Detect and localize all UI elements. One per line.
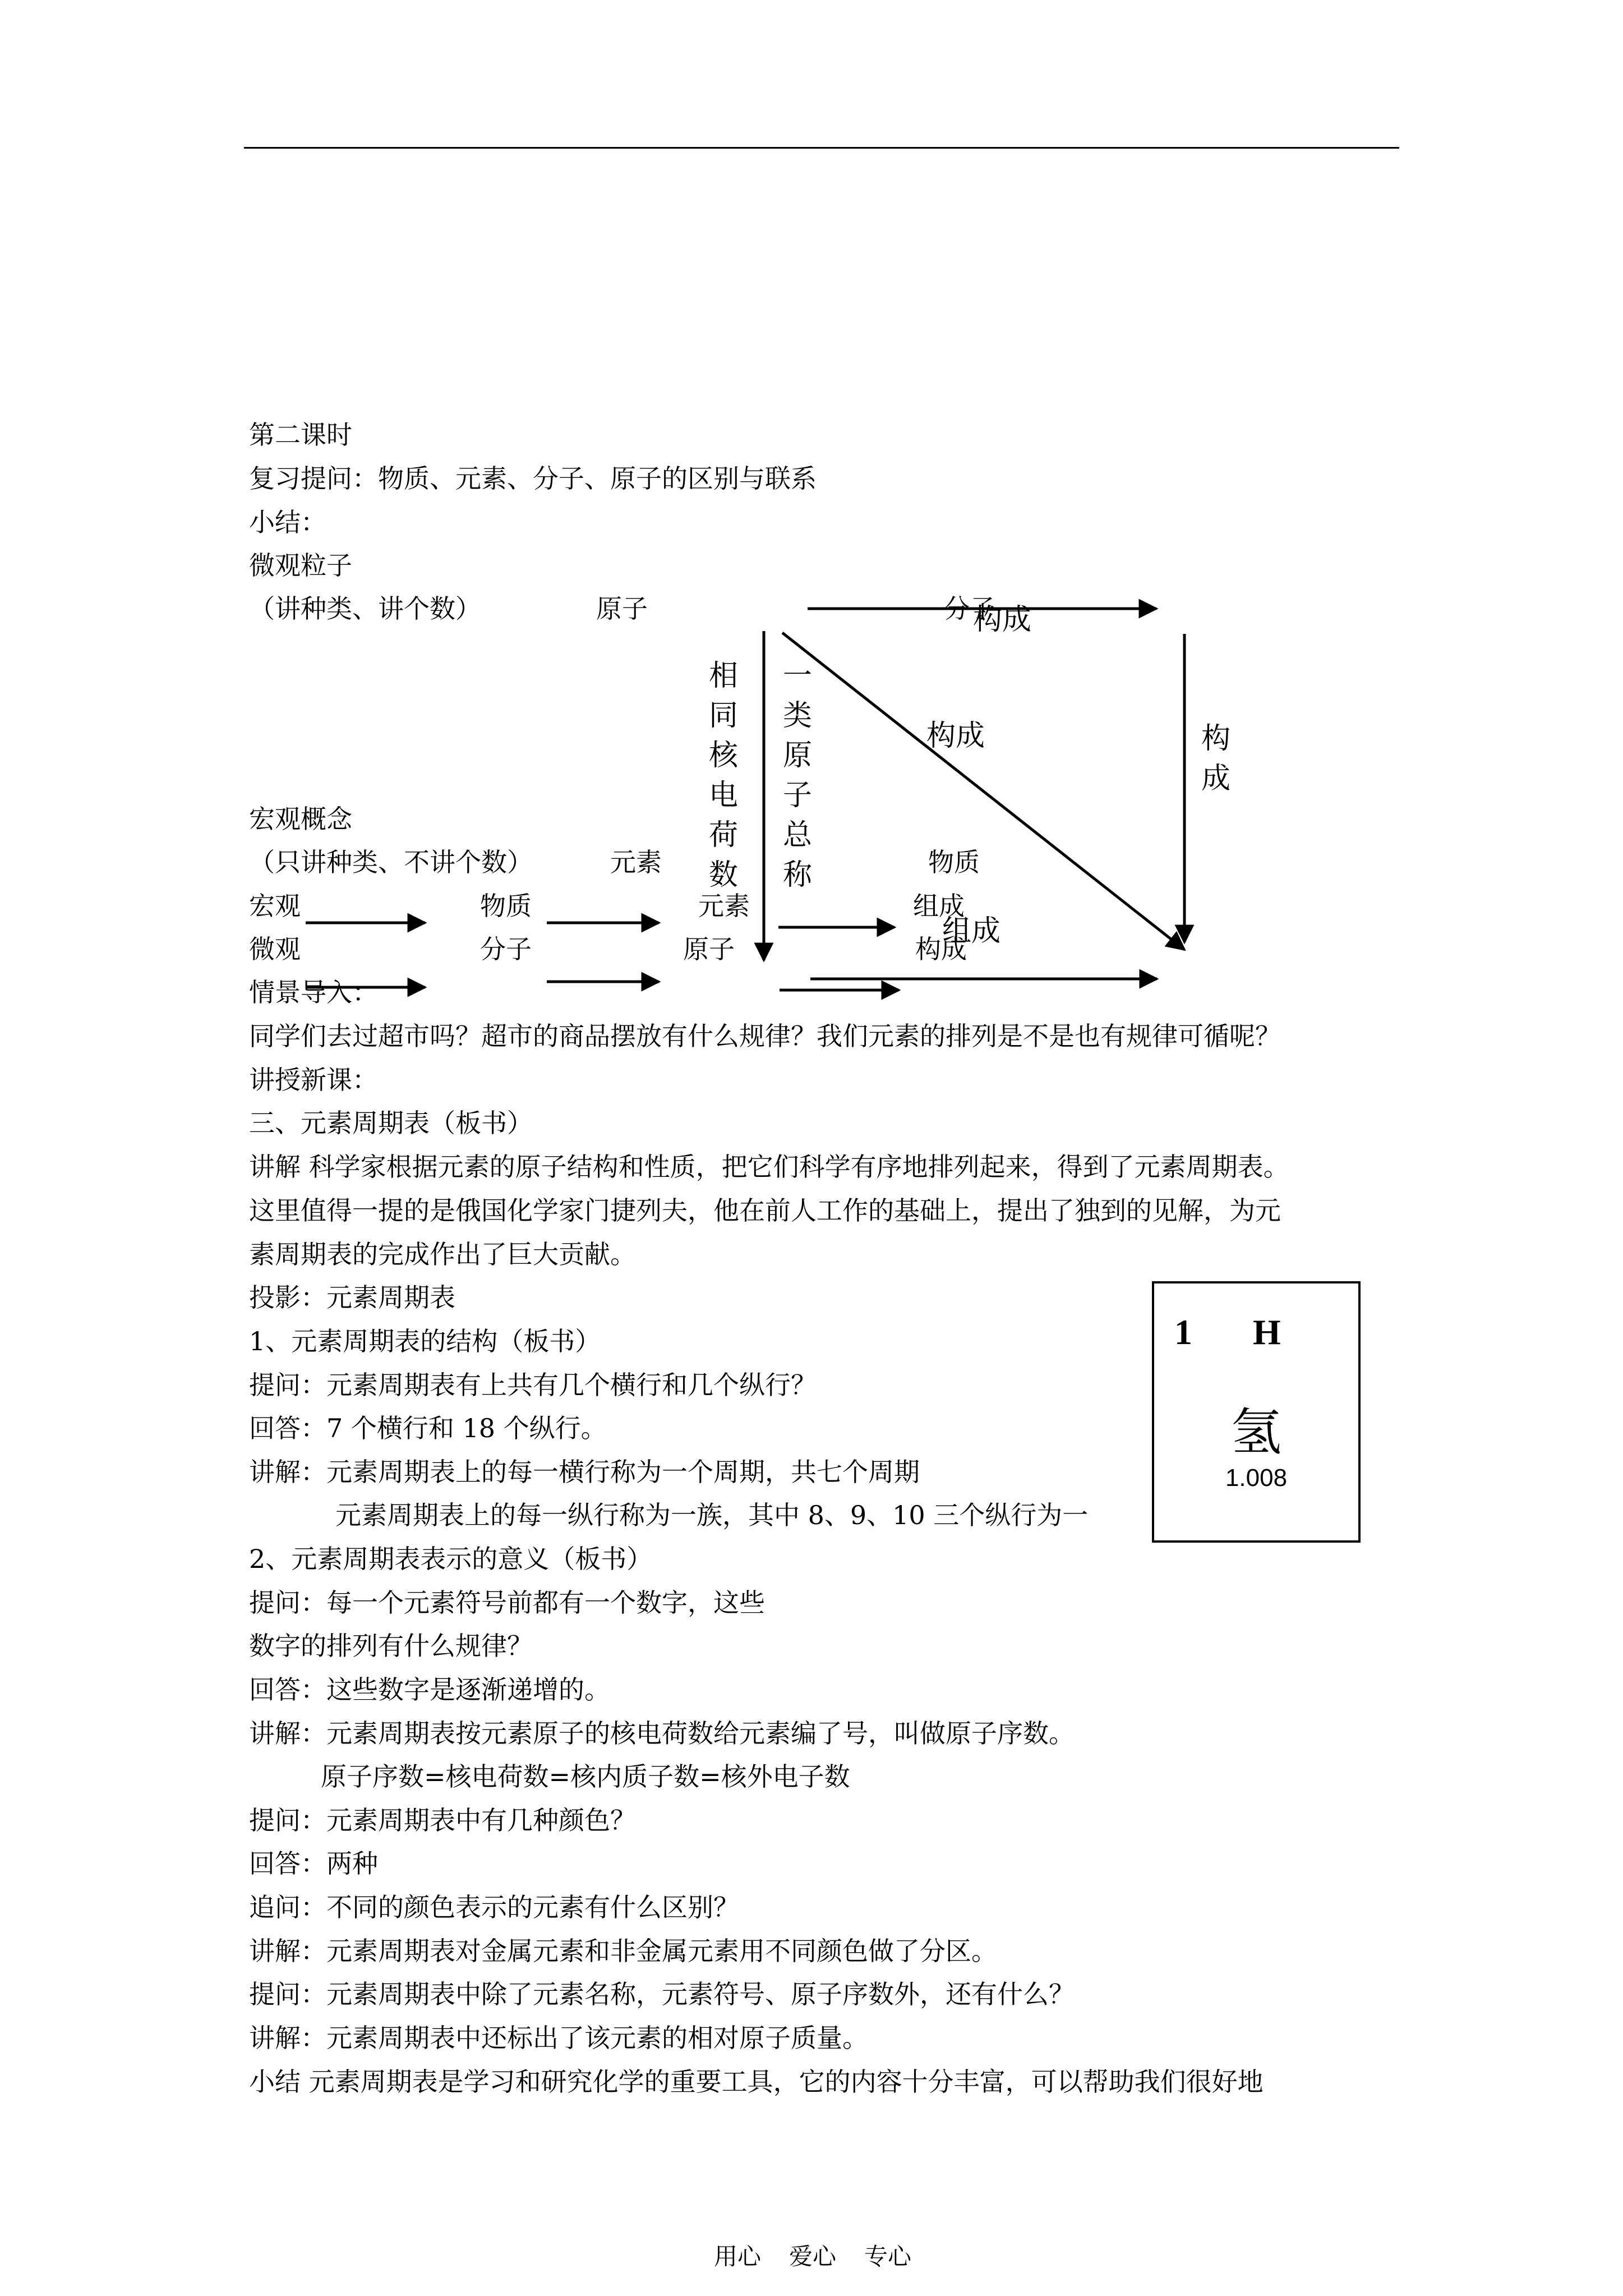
vertical-char: 荷 bbox=[708, 818, 738, 852]
vertical-char: 同 bbox=[708, 699, 738, 733]
header-rule bbox=[244, 147, 1399, 149]
element-atomic-mass: 1.008 bbox=[1225, 1464, 1288, 1492]
vertical-char: 核 bbox=[708, 739, 738, 772]
subsection-1: 1、元素周期表的结构（板书） bbox=[249, 1326, 601, 1356]
formula-line: 原子序数=核电荷数=核内质子数=核外电子数 bbox=[321, 1761, 850, 1792]
vertical-char: 称 bbox=[782, 858, 812, 892]
paragraph-1: 讲解 科学家根据元素的原子结构和性质，把它们科学有序地排列起来，得到了元素周期表。 bbox=[249, 1152, 1289, 1182]
row-micro-name: 微观 bbox=[249, 934, 301, 964]
review-question: 复习提问：物质、元素、分子、原子的区别与联系 bbox=[249, 463, 817, 494]
arrow-atom-to-substance bbox=[782, 633, 1184, 950]
subsection-2: 2、元素周期表表示的意义（板书） bbox=[249, 1544, 653, 1574]
explain-2: 讲解：元素周期表按元素原子的核电荷数给元素编了号，叫做原子序数。 bbox=[249, 1718, 1075, 1749]
explain-3: 讲解：元素周期表对金属元素和非金属元素用不同颜色做了分区。 bbox=[249, 1936, 997, 1966]
element-atomic-number: 1 bbox=[1174, 1312, 1192, 1352]
row-macro-name: 宏观 bbox=[249, 891, 301, 921]
intro-label: 情景导入： bbox=[249, 977, 378, 1007]
vertical-label-nuclear-charge bbox=[707, 656, 740, 895]
diagram-molecule: 分子 bbox=[944, 593, 995, 624]
vertical-char: 子 bbox=[782, 779, 812, 812]
element-name: 氢 bbox=[1231, 1403, 1281, 1462]
row-macro-c: 组成 bbox=[913, 891, 965, 921]
vertical-char: 成 bbox=[1201, 762, 1230, 795]
lesson-label: 讲授新课： bbox=[249, 1065, 378, 1095]
vertical-char: 数 bbox=[708, 858, 738, 892]
footer-item: 爱心 bbox=[789, 2243, 837, 2270]
paragraph-3: 素周期表的完成作出了巨大贡献。 bbox=[249, 1239, 636, 1269]
question-1: 提问：元素周期表有上共有几个横行和几个纵行？ bbox=[249, 1370, 817, 1400]
question-2b: 数字的排列有什么规律？ bbox=[249, 1631, 533, 1661]
projection-line: 投影：元素周期表 bbox=[249, 1282, 455, 1313]
explain-1b: 元素周期表上的每一纵行称为一族，其中 8、9、10 三个纵行为一 bbox=[335, 1500, 1089, 1530]
diagram-top-label: 构成 bbox=[973, 603, 1032, 637]
row-macro-b: 元素 bbox=[698, 891, 750, 921]
footer-item: 用心 bbox=[714, 2243, 762, 2270]
vertical-char: 相 bbox=[708, 659, 738, 693]
lesson-heading: 第二课时 bbox=[249, 420, 352, 450]
vertical-label-atom-class bbox=[781, 656, 814, 895]
element-card-hydrogen bbox=[1152, 1281, 1361, 1543]
section-title: 三、元素周期表（板书） bbox=[249, 1108, 533, 1138]
vertical-char: 类 bbox=[782, 699, 812, 733]
answer-3: 回答：两种 bbox=[249, 1848, 378, 1879]
diagram-substance: 物质 bbox=[928, 847, 980, 877]
explain-4: 讲解：元素周期表中还标出了该元素的相对原子质量。 bbox=[249, 2023, 868, 2053]
summary-line: 小结 元素周期表是学习和研究化学的重要工具，它的内容十分丰富，可以帮助我们很好地 bbox=[249, 2067, 1264, 2097]
row-micro-a: 分子 bbox=[480, 934, 532, 964]
answer-1: 回答：7 个横行和 18 个纵行。 bbox=[249, 1413, 607, 1443]
page-footer bbox=[714, 2238, 939, 2272]
summary-label: 小结： bbox=[249, 507, 326, 537]
vertical-label-far-right bbox=[1199, 719, 1233, 799]
vertical-char: 原 bbox=[782, 739, 812, 772]
row-macro-a: 物质 bbox=[480, 891, 532, 921]
vertical-char: 构 bbox=[1201, 722, 1230, 756]
element-symbol: H bbox=[1253, 1312, 1281, 1352]
row-micro-b: 原子 bbox=[683, 934, 735, 964]
vertical-char: 总 bbox=[782, 818, 812, 852]
vertical-char: 电 bbox=[708, 779, 738, 812]
micro-title: 微观粒子 bbox=[249, 550, 352, 581]
macro-title: 宏观概念 bbox=[249, 804, 352, 834]
question-2: 提问：每一个元素符号前都有一个数字，这些 bbox=[249, 1588, 765, 1618]
explain-1: 讲解：元素周期表上的每一横行称为一个周期，共七个周期 bbox=[249, 1457, 920, 1487]
paragraph-2: 这里值得一提的是俄国化学家门捷列夫，他在前人工作的基础上，提出了独到的见解，为元 bbox=[249, 1195, 1281, 1226]
question-3: 提问：元素周期表中有几种颜色？ bbox=[249, 1805, 636, 1835]
vertical-char: 一 bbox=[782, 659, 812, 693]
diagram-diagonal-label: 构成 bbox=[926, 719, 985, 753]
question-4: 提问：元素周期表中除了元素名称，元素符号、原子序数外，还有什么？ bbox=[249, 1979, 1075, 2009]
diagram-element: 元素 bbox=[610, 847, 662, 877]
followup-3: 追问：不同的颜色表示的元素有什么区别？ bbox=[249, 1892, 739, 1922]
diagram-atom: 原子 bbox=[596, 593, 648, 624]
intro-text: 同学们去过超市吗？超市的商品摆放有什么规律？我们元素的排列是不是也有规律可循呢？ bbox=[249, 1021, 1281, 1051]
micro-note: （讲种类、讲个数） bbox=[249, 593, 481, 624]
answer-2: 回答：这些数字是逐渐递增的。 bbox=[249, 1674, 610, 1705]
macro-note: （只讲种类、不讲个数） bbox=[249, 847, 533, 877]
diagram-bottom-label: 组成 bbox=[942, 914, 1001, 948]
row-micro-c: 构成 bbox=[915, 934, 967, 964]
footer-item: 专心 bbox=[864, 2243, 912, 2270]
